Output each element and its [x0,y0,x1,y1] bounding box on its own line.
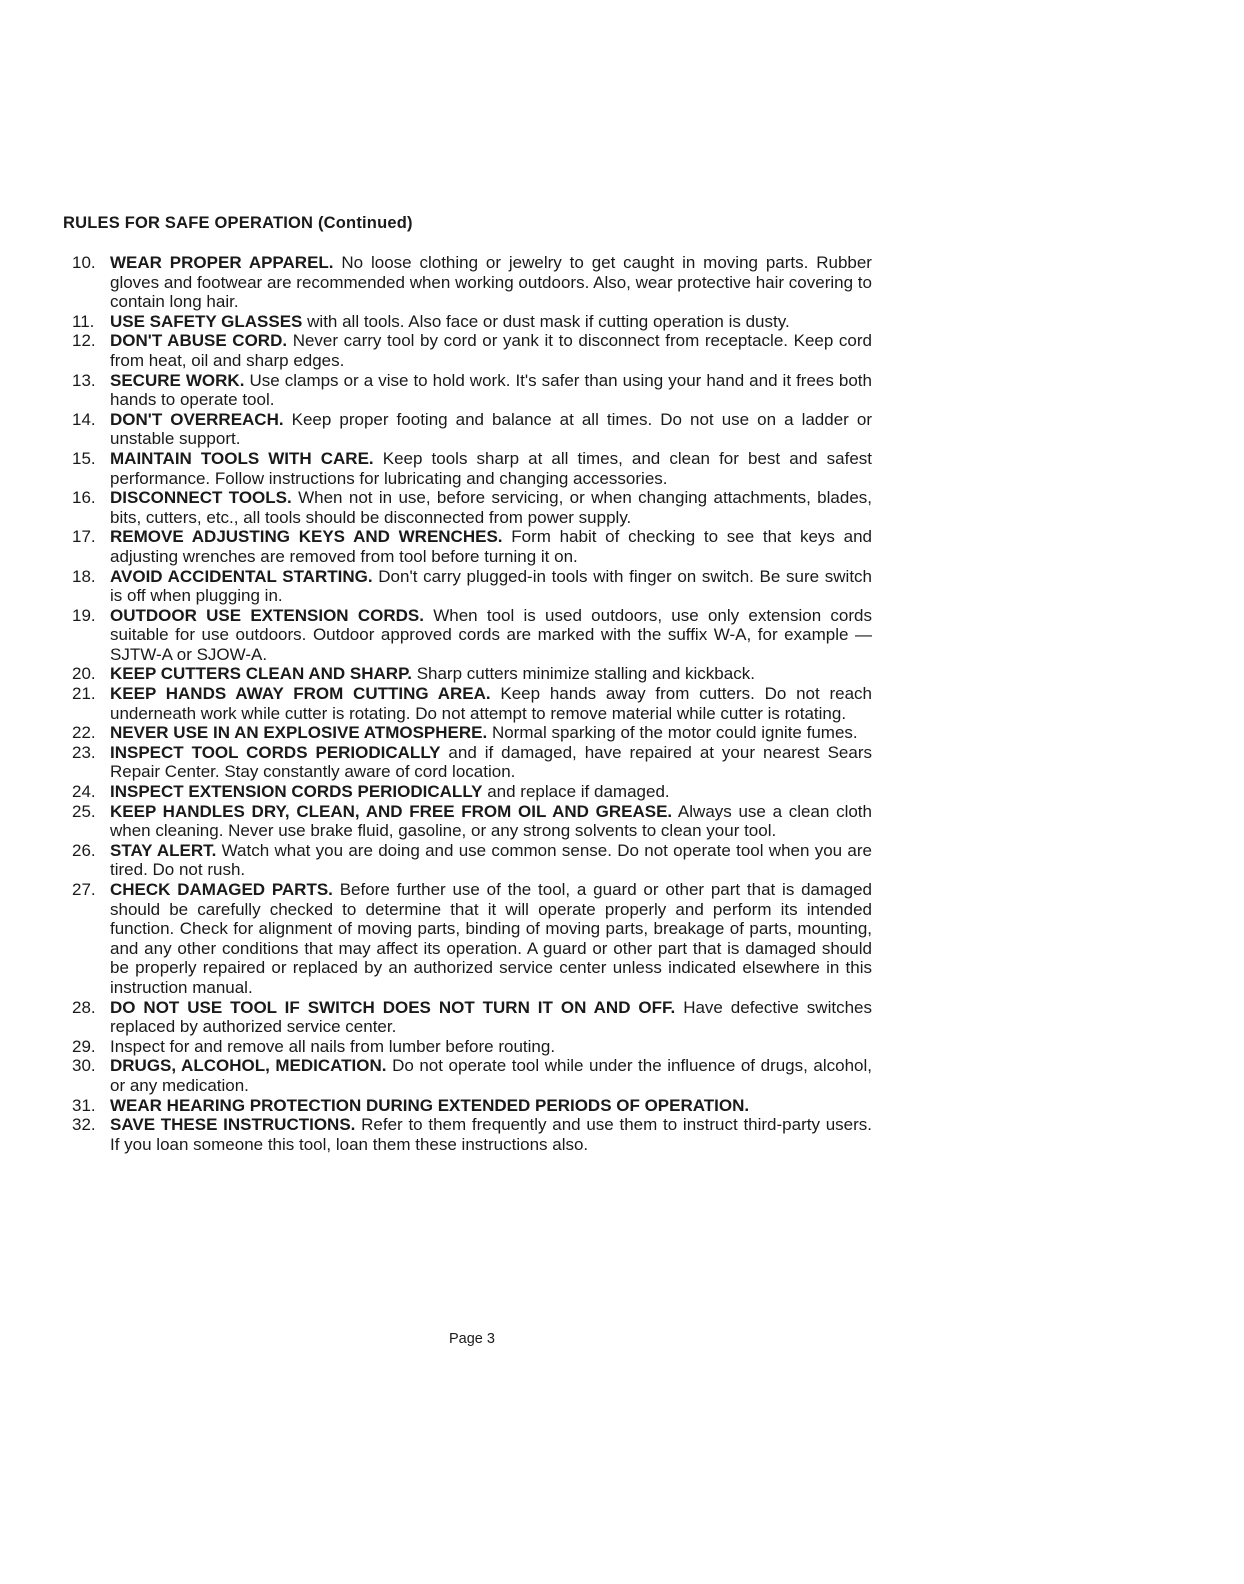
rule-number: 19. [72,605,96,625]
rule-text [110,1056,872,1095]
rule-text [110,253,872,312]
rule-item [72,841,872,880]
rule-description: Keep tools sharp at all times, and clean for best and safest performance. Follow instructions for lubricating and changing accessories. [110,448,873,488]
rule-description: Keep hands away from cutters. Do not reach underneath work while cutter is rotating. Do not attempt to remove material while cutter is rotating. [110,684,872,723]
rule-description: Never carry tool by cord or yank it to disconnect from receptacle. Keep cord from heat, oil and sharp edges. [110,331,872,370]
rule-text [110,841,872,880]
rule-number: 14. [72,409,96,429]
rule-number: 21. [72,684,96,704]
rule-heading: WEAR PROPER APPAREL. [110,253,334,272]
rule-heading: MAINTAIN TOOLS WITH CARE. [110,448,374,468]
rule-separator [374,449,383,468]
rule-item [72,782,872,802]
rule-number: 17. [72,527,96,547]
rule-heading: DISCONNECT TOOLS. [110,488,292,508]
rule-number: 18. [72,566,96,586]
rule-heading: KEEP CUTTERS CLEAN AND SHARP. [110,664,412,684]
rule-item [72,723,872,743]
rule-text [110,449,872,488]
rule-heading: KEEP HANDLES DRY, CLEAN, AND FREE FROM OIL AND GREASE. [110,801,673,821]
rule-number: 11. [72,311,95,331]
rule-description: When tool is used outdoors, use only extension cords suitable for use outdoors. Outdoor approved cords are marked with the suffix W-A, for example — SJTW-A or SJOW-A. [110,605,872,664]
rule-text [110,527,872,566]
rule-description: Have defective switches replaced by authorized service center. [110,997,872,1037]
rule-number: 25. [72,801,96,821]
rule-text [110,664,872,684]
rule-number: 24. [72,782,96,802]
rule-item [72,1037,872,1057]
rule-description: Refer to them frequently and use them to instruct third-party users. If you loan someone this tool, loan them these instructions also. [110,1115,872,1154]
rule-heading: USE SAFETY GLASSES [110,311,303,331]
rule-separator [503,527,512,546]
rule-text [110,331,872,370]
rule-description: Before further use of the tool, a guard or other part that is damaged should be carefully checked to determine that it will operate properly and perform its intended function. Check for alignment of moving parts, binding of moving parts, breakage of parts, mounting, and any other conditions that may affect its operation. A guard or other part that is damaged should be properly repaired or replaced by an authorized service center unless indicated elsewhere in this instruction manual. [110,880,872,997]
rule-text [110,312,872,332]
rule-number: 16. [72,488,96,508]
rule-heading: NEVER USE IN AN EXPLOSIVE ATMOSPHERE. [110,723,488,743]
rule-number: 26. [72,840,96,860]
rule-item [72,1115,872,1154]
rule-heading: WEAR HEARING PROTECTION DURING EXTENDED PERIODS OF OPERATION. [110,1095,750,1115]
rule-text [110,1096,872,1116]
rule-item [72,1056,872,1095]
rule-description: Sharp cutters minimize stalling and kickback. [416,664,755,684]
rule-number: 29. [72,1036,96,1056]
section-title: RULES FOR SAFE OPERATION (Continued) [63,214,413,232]
rule-text [110,1115,872,1154]
rule-item [72,664,872,684]
rule-number: 23. [72,742,96,762]
rule-number: 31. [72,1095,96,1115]
rule-number: 13. [72,370,96,390]
rule-description: Inspect for and remove all nails from lumber before routing. [110,1036,556,1056]
rule-heading: DRUGS, ALCOHOL, MEDICATION. [110,1056,387,1076]
rule-heading: DON'T ABUSE CORD. [110,331,288,351]
rule-text [110,684,872,723]
rule-item [72,684,872,723]
rule-item [72,1096,872,1116]
rule-text [110,880,872,998]
rule-number: 10. [72,253,96,272]
rule-item [72,743,872,782]
rule-heading: REMOVE ADJUSTING KEYS AND WRENCHES. [110,527,503,547]
rules-list [72,253,872,1154]
rule-item [72,312,872,332]
rule-heading: AVOID ACCIDENTAL STARTING. [110,566,373,586]
rule-item [72,371,872,410]
rule-description: and if damaged, have repaired at your nearest Sears Repair Center. Stay constantly aware of cord location. [110,742,872,782]
rule-item [72,331,872,370]
rule-heading: INSPECT TOOL CORDS PERIODICALLY [110,742,441,762]
rule-text [110,743,872,782]
rule-separator [675,998,683,1017]
rule-description: Normal sparking of the motor could ignite fumes. [491,723,858,743]
rule-heading: INSPECT EXTENSION CORDS PERIODICALLY [110,782,483,802]
rule-number: 27. [72,880,96,899]
rule-description: and replace if damaged. [487,782,670,802]
rule-text [110,371,872,410]
rule-item [72,253,872,312]
rule-heading: STAY ALERT. [110,840,217,860]
rule-text [110,1037,872,1057]
rule-item [72,802,872,841]
rule-text [110,802,872,841]
rule-number: 28. [72,997,96,1017]
rule-number: 12. [72,331,96,351]
rule-text [110,567,872,606]
rule-heading: SAVE THESE INSTRUCTIONS. [110,1115,356,1135]
rule-number: 20. [72,664,96,684]
rule-description: When not in use, before servicing, or when changing attachments, blades, bits, cutters, etc., all tools should be disconnected from power supply. [110,488,872,527]
rule-description: Form habit of checking to see that keys and adjusting wrenches are removed from tool before turning it on. [110,527,872,566]
rule-number: 32. [72,1115,96,1135]
rule-description: Watch what you are doing and use common sense. Do not operate tool when you are tired. Do not rush. [110,840,872,880]
rule-item [72,410,872,449]
rule-number: 22. [72,723,96,743]
rule-item [72,527,872,566]
page-number: Page 3 [449,1331,495,1347]
rule-text [110,998,872,1037]
rule-description: Don't carry plugged-in tools with finger on switch. Be sure switch is off when plugging in. [110,566,872,606]
rule-item [72,880,872,998]
rule-item [72,606,872,665]
rule-description: Do not operate tool while under the influence of drugs, alcohol, or any medication. [110,1056,872,1095]
rule-item [72,449,872,488]
rule-description: with all tools. Also face or dust mask if cutting operation is dusty. [307,311,790,331]
rule-separator [424,606,433,625]
rule-text [110,782,872,802]
rule-heading: OUTDOOR USE EXTENSION CORDS. [110,605,424,625]
rule-item [72,488,872,527]
rule-text [110,488,872,527]
rule-separator [333,880,340,899]
rule-description: Use clamps or a vise to hold work. It's safer than using your hand and it frees both hands to operate tool. [110,370,872,410]
rule-description: Keep proper footing and balance at all times. Do not use on a ladder or unstable support. [110,409,872,449]
rule-heading: DON'T OVERREACH. [110,409,284,429]
rule-heading: DO NOT USE TOOL IF SWITCH DOES NOT TURN IT ON AND OFF. [110,997,676,1017]
rule-heading: SECURE WORK. [110,370,245,390]
rule-heading: CHECK DAMAGED PARTS. [110,880,333,899]
rule-heading: KEEP HANDS AWAY FROM CUTTING AREA. [110,684,491,704]
rule-number: 30. [72,1056,96,1076]
rule-item [72,998,872,1037]
rule-separator [491,684,501,703]
rule-item [72,567,872,606]
rule-text [110,723,872,743]
rule-description: No loose clothing or jewelry to get caught in moving parts. Rubber gloves and footwear are recommended when working outdoors. Also, wear protective hair covering to contain long hair. [110,253,872,312]
rule-description: Always use a clean cloth when cleaning. Never use brake fluid, gasoline, or any strong solvents to clean your tool. [110,801,872,841]
rule-separator [284,410,292,429]
rule-text [110,606,872,665]
rule-text [110,410,872,449]
rule-number: 15. [72,448,96,468]
